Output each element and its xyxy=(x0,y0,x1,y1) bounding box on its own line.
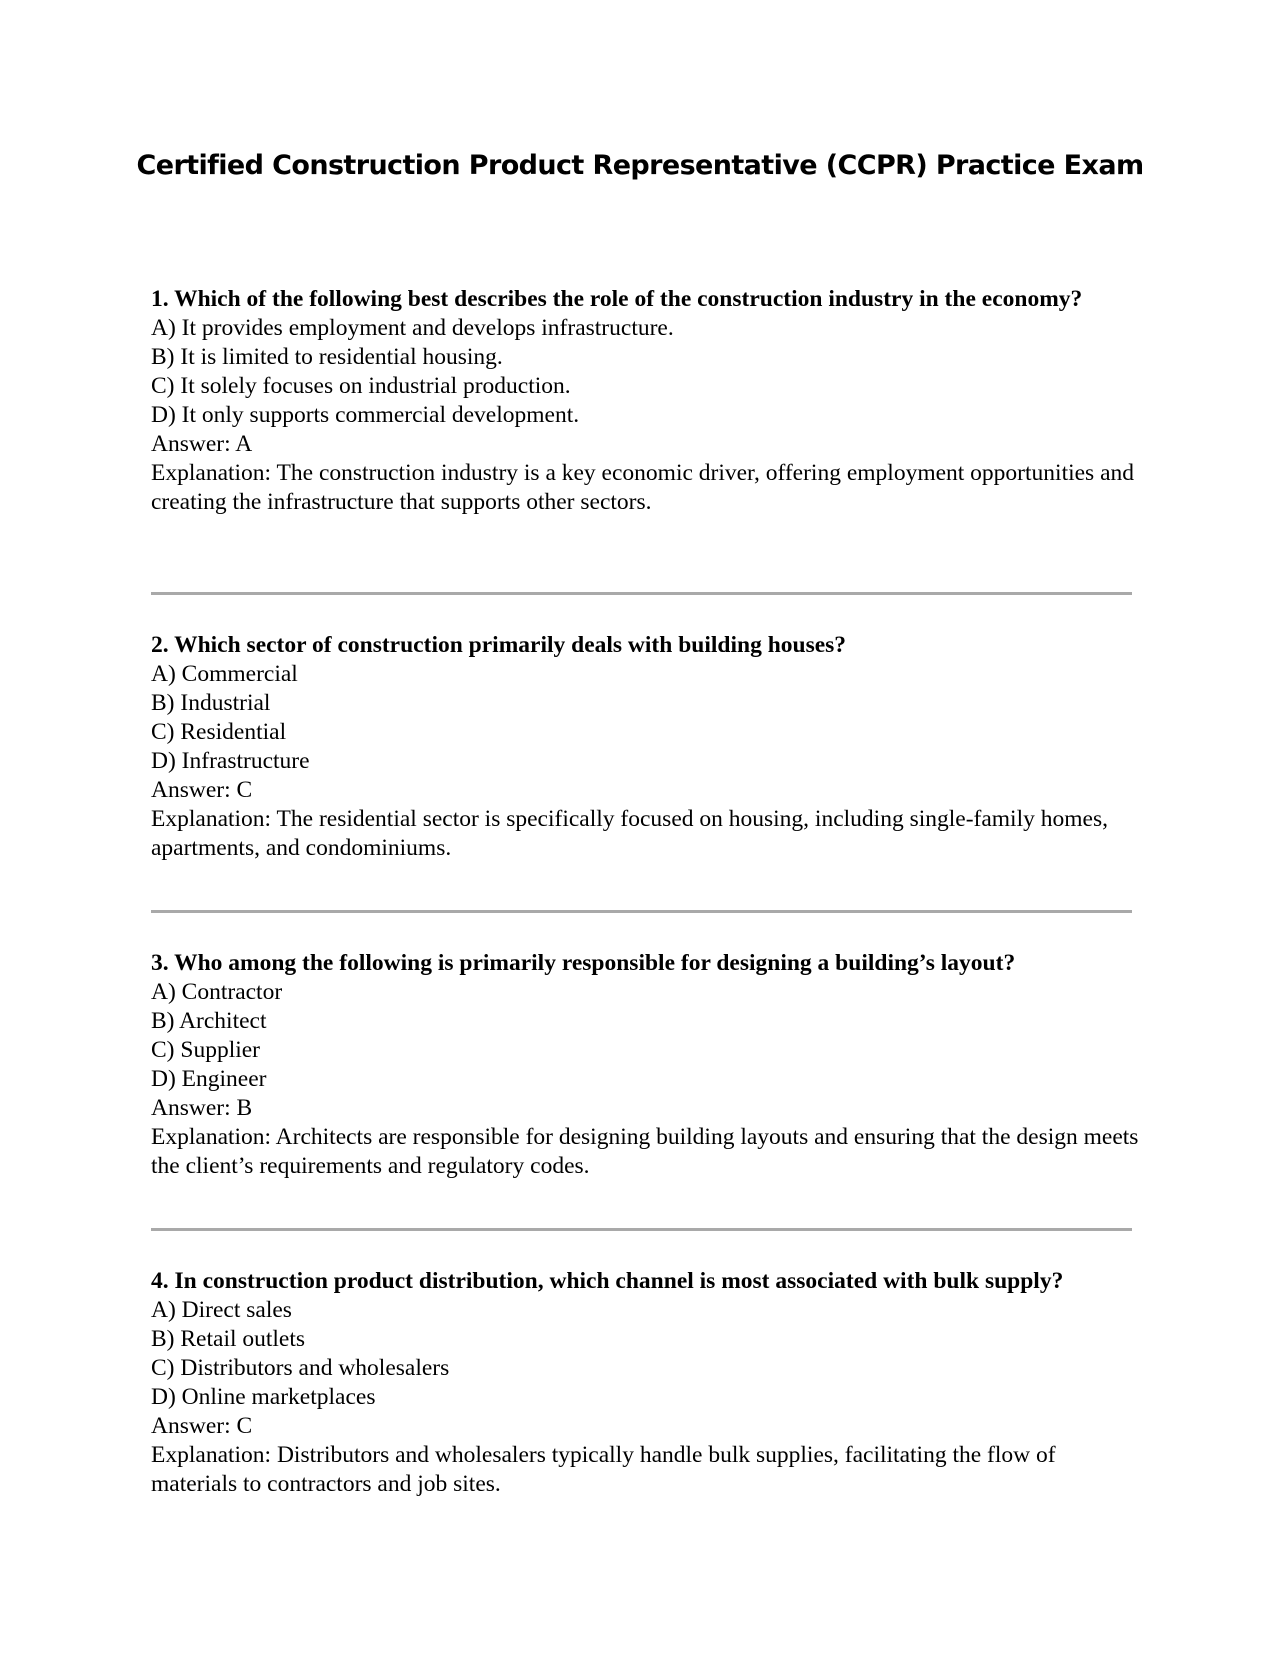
explanation-text: Explanation: The construction industry is a key economic driver, offering employment opportunities and creating the infrastructure that supports other sectors. xyxy=(151,460,1135,515)
option-b: B) Retail outlets xyxy=(151,1326,306,1352)
answer-text: Answer: C xyxy=(151,1413,253,1439)
option-b: B) Industrial xyxy=(151,690,271,716)
question-block-3 xyxy=(151,949,1141,1181)
section-divider xyxy=(151,1228,1132,1231)
page-title: Certified Construction Product Representative (CCPR) Practice Exam xyxy=(136,150,1144,181)
explanation-text: Explanation: The residential sector is specifically focused on housing, including single-family homes, apartments, and condominiums. xyxy=(151,806,1108,861)
option-d: D) Online marketplaces xyxy=(151,1384,376,1410)
option-c: C) It solely focuses on industrial production. xyxy=(151,373,571,399)
option-a: A) Contractor xyxy=(151,979,283,1005)
option-d: D) Infrastructure xyxy=(151,748,310,774)
option-c: C) Distributors and wholesalers xyxy=(151,1355,450,1381)
explanation-text: Explanation: Distributors and wholesalers typically handle bulk supplies, facilitating the flow of materials to contractors and job sites. xyxy=(151,1442,1056,1497)
option-d: D) Engineer xyxy=(151,1066,267,1092)
question-block-2 xyxy=(151,631,1141,863)
option-b: B) It is limited to residential housing. xyxy=(151,344,503,370)
question-text: 2. Which sector of construction primarily deals with building houses? xyxy=(151,632,847,658)
explanation-text: Explanation: Architects are responsible for designing building layouts and ensuring that the design meets the client’s requirements and regulatory codes. xyxy=(151,1124,1139,1179)
answer-text: Answer: B xyxy=(151,1095,253,1121)
option-d: D) It only supports commercial development. xyxy=(151,402,580,428)
question-block-1 xyxy=(151,285,1141,517)
question-text: 3. Who among the following is primarily responsible for designing a building’s layout? xyxy=(151,950,1016,976)
option-a: A) It provides employment and develops infrastructure. xyxy=(151,315,674,341)
question-text: 4. In construction product distribution, which channel is most associated with bulk supply? xyxy=(151,1268,1064,1294)
answer-text: Answer: C xyxy=(151,777,253,803)
option-c: C) Residential xyxy=(151,719,287,745)
option-a: A) Direct sales xyxy=(151,1297,292,1323)
answer-text: Answer: A xyxy=(151,431,253,457)
option-c: C) Supplier xyxy=(151,1037,261,1063)
question-block-4 xyxy=(151,1267,1141,1499)
option-a: A) Commercial xyxy=(151,661,298,687)
section-divider xyxy=(151,592,1132,595)
option-b: B) Architect xyxy=(151,1008,267,1034)
question-text: 1. Which of the following best describes the role of the construction industry in the economy? xyxy=(151,286,1083,312)
section-divider xyxy=(151,910,1132,913)
